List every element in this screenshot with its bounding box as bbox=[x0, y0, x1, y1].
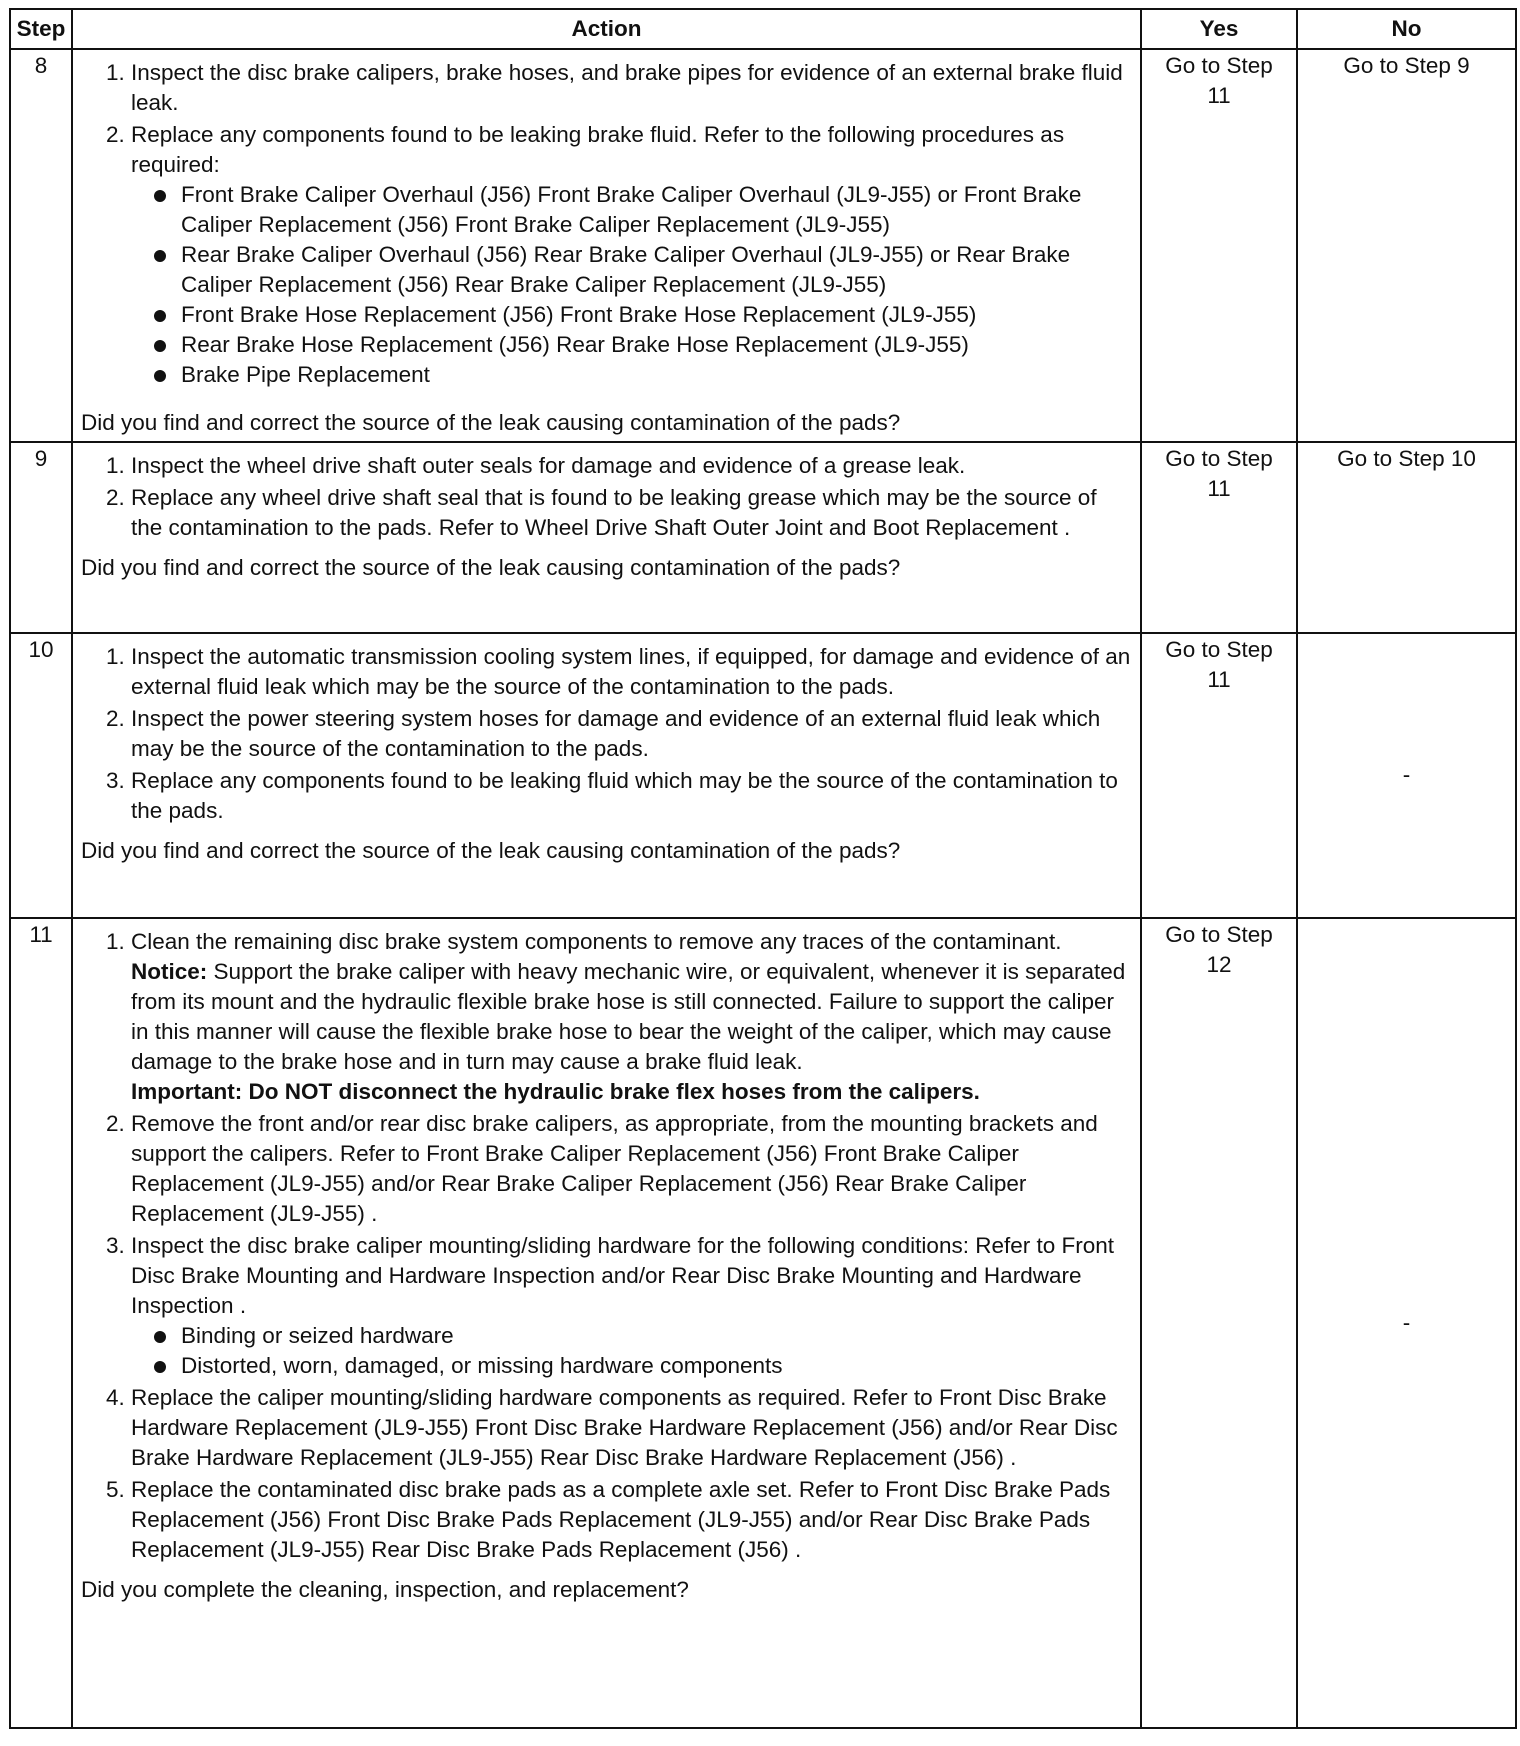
yes-goto-label: Go to Step bbox=[1165, 637, 1273, 662]
yes-goto-label: Go to Step bbox=[1165, 53, 1273, 78]
action-list bbox=[81, 927, 1132, 1565]
action-cell bbox=[72, 442, 1141, 633]
action-item-text: Replace any components found to be leaking brake fluid. Refer to the following procedures as required: bbox=[131, 122, 1065, 177]
step-number: 11 bbox=[10, 918, 72, 1728]
notice-label: Notice: bbox=[131, 959, 208, 984]
header-yes: Yes bbox=[1141, 9, 1297, 49]
procedure-item: Front Brake Hose Replacement (J56) Front Brake Hose Replacement (JL9-J55) bbox=[181, 300, 1132, 330]
step-number: 8 bbox=[10, 49, 72, 442]
procedure-item: Rear Brake Caliper Overhaul (J56) Rear Brake Caliper Overhaul (JL9-J55) or Rear Brake Caliper Replacement (J56) Rear Brake Caliper Replacement (JL9-J55) bbox=[181, 240, 1132, 300]
no-cell: Go to Step 9 bbox=[1297, 49, 1516, 442]
procedure-item: Brake Pipe Replacement bbox=[181, 360, 1132, 390]
no-cell: Go to Step 10 bbox=[1297, 442, 1516, 633]
action-list bbox=[81, 58, 1132, 390]
yes-goto-step: 12 bbox=[1206, 952, 1232, 977]
action-item: 2. Remove the front and/or rear disc brake calipers, as appropriate, from the mounting brackets and support the calipers. Refer to Front Brake Caliper Replacement (J56) Front Brake Caliper Replacement (JL9-J55) and/or Rear Brake Caliper Replacement (J56) Rear Brake Caliper Replacement (JL9-J55) . bbox=[131, 1109, 1132, 1229]
procedure-item: Front Brake Caliper Overhaul (J56) Front Brake Caliper Overhaul (JL9-J55) or Front Brake Caliper Replacement (J56) Front Brake Caliper Replacement (JL9-J55) bbox=[181, 180, 1132, 240]
action-item: 4. Replace the caliper mounting/sliding hardware components as required. Refer to Front Disc Brake Hardware Replacement (JL9-J55) Front Disc Brake Hardware Replacement (J56) and/or Rear Disc Brake Hardware Replacement (JL9-J55) Rear Disc Brake Hardware Replacement (J56) . bbox=[131, 1383, 1132, 1473]
action-item bbox=[131, 1231, 1132, 1381]
yes-goto-step: 11 bbox=[1207, 667, 1231, 692]
yes-cell bbox=[1141, 633, 1297, 918]
step-number: 10 bbox=[10, 633, 72, 918]
important-note: Important: Do NOT disconnect the hydraulic brake flex hoses from the calipers. bbox=[131, 1079, 980, 1104]
action-list bbox=[81, 642, 1132, 826]
no-cell: - bbox=[1297, 633, 1516, 918]
action-item: 5. Replace the contaminated disc brake pads as a complete axle set. Refer to Front Disc Brake Pads Replacement (J56) Front Disc Brake Pads Replacement (JL9-J55) and/or Rear Disc Brake Pads Replacement (JL9-J55) Rear Disc Brake Pads Replacement (J56) . bbox=[131, 1475, 1132, 1565]
step-question: Did you find and correct the source of the leak causing contamination of the pads? bbox=[81, 838, 901, 863]
yes-goto-label: Go to Step bbox=[1165, 446, 1273, 471]
yes-goto-step: 11 bbox=[1207, 476, 1231, 501]
action-item bbox=[131, 120, 1132, 390]
action-list bbox=[81, 451, 1132, 543]
action-item: 2. Inspect the power steering system hoses for damage and evidence of an external fluid leak which may be the source of the contamination to the pads. bbox=[131, 704, 1132, 764]
header-no: No bbox=[1297, 9, 1516, 49]
notice-text: Support the brake caliper with heavy mechanic wire, or equivalent, whenever it is separated from its mount and the hydraulic flexible brake hose is still connected. Failure to support the caliper in this manner will cause the flexible brake hose to bear the weight of the caliper, which may cause damage to the brake hose and in turn may cause a brake fluid leak. bbox=[131, 959, 1126, 1074]
yes-cell bbox=[1141, 442, 1297, 633]
yes-goto-step: 11 bbox=[1207, 83, 1231, 108]
header-step: Step bbox=[10, 9, 72, 49]
table-row bbox=[10, 49, 1516, 442]
action-cell bbox=[72, 49, 1141, 442]
action-item: 3. Replace any components found to be leaking fluid which may be the source of the contamination to the pads. bbox=[131, 766, 1132, 826]
action-item: 1. Inspect the disc brake calipers, brake hoses, and brake pipes for evidence of an external brake fluid leak. bbox=[131, 58, 1132, 118]
action-item: 1. Inspect the automatic transmission cooling system lines, if equipped, for damage and evidence of an external fluid leak which may be the source of the contamination to the pads. bbox=[131, 642, 1132, 702]
yes-goto-label: Go to Step bbox=[1165, 922, 1273, 947]
diagnostic-table bbox=[9, 8, 1517, 1729]
step-question: Did you complete the cleaning, inspection, and replacement? bbox=[81, 1577, 689, 1602]
yes-cell bbox=[1141, 918, 1297, 1728]
yes-cell bbox=[1141, 49, 1297, 442]
condition-list bbox=[131, 1321, 1132, 1381]
header-row bbox=[10, 9, 1516, 49]
table-row bbox=[10, 918, 1516, 1728]
action-item bbox=[131, 927, 1132, 1107]
table-row bbox=[10, 442, 1516, 633]
action-item-text: Inspect the disc brake caliper mounting/sliding hardware for the following conditions: Refer to Front Disc Brake Mounting and Hardware Inspection and/or Rear Disc Brake Mounting and Hardware Inspection . bbox=[131, 1233, 1115, 1318]
no-cell: - bbox=[1297, 918, 1516, 1728]
action-cell bbox=[72, 918, 1141, 1728]
condition-item: Binding or seized hardware bbox=[181, 1321, 1132, 1351]
step-question: Did you find and correct the source of the leak causing contamination of the pads? bbox=[81, 410, 901, 435]
procedure-item: Rear Brake Hose Replacement (J56) Rear Brake Hose Replacement (JL9-J55) bbox=[181, 330, 1132, 360]
action-item: 1. Inspect the wheel drive shaft outer seals for damage and evidence of a grease leak. bbox=[131, 451, 1132, 481]
action-cell bbox=[72, 633, 1141, 918]
step-number: 9 bbox=[10, 442, 72, 633]
action-item: 2. Replace any wheel drive shaft seal that is found to be leaking grease which may be the source of the contamination to the pads. Refer to Wheel Drive Shaft Outer Joint and Boot Replacement . bbox=[131, 483, 1132, 543]
procedure-list bbox=[131, 180, 1132, 390]
table-row bbox=[10, 633, 1516, 918]
action-item-text: Clean the remaining disc brake system components to remove any traces of the contaminant. bbox=[131, 929, 1062, 954]
condition-item: Distorted, worn, damaged, or missing hardware components bbox=[181, 1351, 1132, 1381]
step-question: Did you find and correct the source of the leak causing contamination of the pads? bbox=[81, 555, 901, 580]
header-action: Action bbox=[72, 9, 1141, 49]
